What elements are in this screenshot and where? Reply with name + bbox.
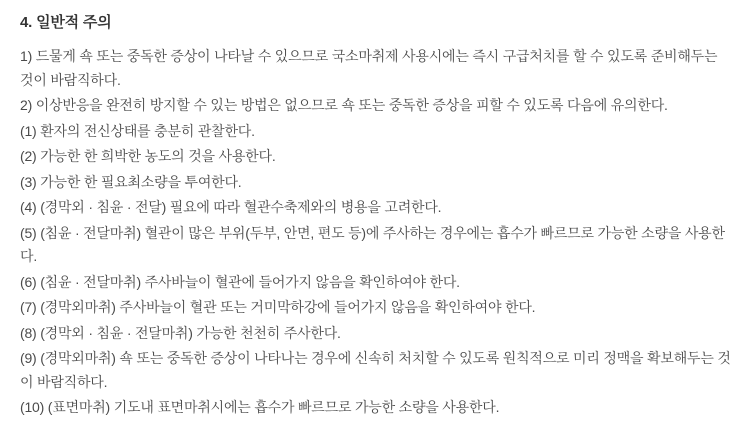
precaution-paragraph: (5) (침윤 · 전달마취) 혈관이 많은 부위(두부, 안면, 편도 등)에 주사하는 경우에는 흡수가 빠르므로 가능한 소량을 사용한다. bbox=[20, 224, 725, 264]
precaution-paragraph: (9) (경막외마취) 쇽 또는 중독한 증상이 나타나는 경우에 신속히 처치할 수 있도록 원칙적으로 미리 정맥을 확보해두는 것이 바람직하다. bbox=[20, 350, 731, 390]
precaution-paragraph-list bbox=[20, 45, 733, 420]
section-heading: 4. 일반적 주의 bbox=[20, 14, 112, 31]
precaution-paragraph: (8) (경막외 · 침윤 · 전달마취) 가능한 천천히 주사한다. bbox=[20, 324, 341, 341]
precaution-paragraph: (1) 환자의 전신상태를 충분히 관찰한다. bbox=[20, 122, 255, 139]
precaution-paragraph: (6) (침윤 · 전달마취) 주사바늘이 혈관에 들어가지 않음을 확인하여야 한다. bbox=[20, 273, 460, 290]
precaution-paragraph: 1) 드물게 쇽 또는 중독한 증상이 나타날 수 있으므로 국소마취제 사용시에는 즉시 구급처치를 할 수 있도록 준비해두는 것이 바람직하다. bbox=[20, 48, 718, 88]
precaution-paragraph: 2) 이상반응을 완전히 방지할 수 있는 방법은 없으므로 쇽 또는 중독한 증상을 피할 수 있도록 다음에 유의한다. bbox=[20, 97, 668, 113]
precaution-paragraph: (3) 가능한 한 필요최소량을 투여한다. bbox=[20, 173, 242, 190]
precaution-paragraph: (2) 가능한 한 희박한 농도의 것을 사용한다. bbox=[20, 148, 276, 164]
precaution-paragraph: (7) (경막외마취) 주사바늘이 혈관 또는 거미막하강에 들어가지 않음을 확인하여야 한다. bbox=[20, 299, 536, 315]
precaution-paragraph: (10) (표면마취) 기도내 표면마취시에는 흡수가 빠르므로 가능한 소량을 사용한다. bbox=[20, 399, 500, 415]
precaution-paragraph: (4) (경막외 · 침윤 · 전달) 필요에 따라 혈관수축제와의 병용을 고려한다. bbox=[20, 199, 442, 215]
